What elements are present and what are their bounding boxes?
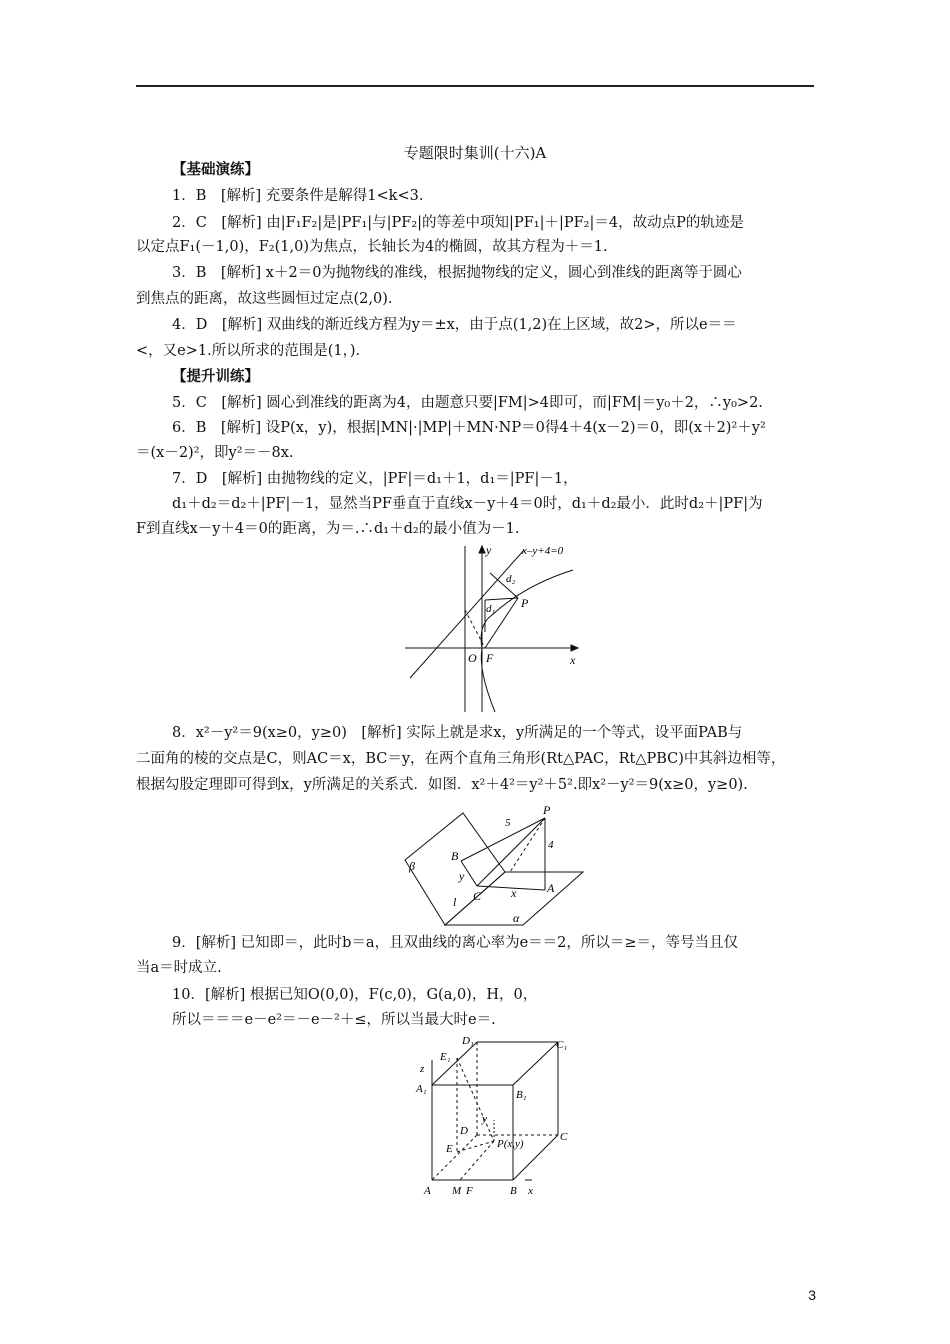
fig1-d1-label: d₁ [486,603,496,615]
fig1-P-label: P [521,596,529,610]
fig3-F-label: F [466,1185,473,1197]
answer-line: 所以＝＝＝e－e²＝－e－²＋≤，所以当最大时e＝. [172,1012,496,1028]
answer-line: 以定点F₁(－1,0)，F₂(1,0)为焦点，长轴长为4的椭圆，故其方程为＋＝1. [136,239,608,255]
answer-line: 到焦点的距离，故这些圆恒过定点(2,0). [136,291,393,307]
header-rule [136,85,814,87]
page-number: 3 [808,1287,816,1303]
answer-line: d₁＋d₂＝d₂＋|PF|－1，显然当PF垂直于直线x－y＋4＝0时，d₁＋d₂最小．此时d₂＋|PF|为 [172,496,763,512]
answer-line: 8．x²－y²＝9(x≥0，y≥0) [解析] 实际上就是求x，y所满足的一个等式，设平面PAB与 [172,725,743,741]
fig3-C-label: C [560,1131,568,1143]
fig3-z-label: z [420,1063,425,1075]
fig3-A-label: A [424,1185,431,1197]
fig3-x-label: x [528,1185,533,1197]
fig2-C-label: C [473,889,482,903]
page-title: 专题限时集训(十六)A [403,144,547,162]
fig1-x-label: x [570,653,576,667]
answer-line: F到直线x－y＋4＝0的距离，为＝.∴d₁＋d₂的最小值为－1. [136,521,520,537]
fig3-B-label: B [510,1185,517,1197]
answer-line: 6．B [解析] 设P(x，y)，根据|MN|·|MP|＋MN·NP＝0得4＋4(x－2)＝0，即(x＋2)²＋y² [172,420,766,436]
answer-line: 1．B [解析] 充要条件是解得1<k<3. [172,188,424,204]
fig2-y-label: y [459,869,465,883]
answer-line: 当a＝时成立. [136,960,222,976]
answer-line: 二面角的棱的交点是C，则AC＝x，BC＝y，在两个直角三角形(Rt△PAC，Rt△PBC)中其斜边相等， [136,751,786,767]
fig3-A1-label: A₁ [416,1083,427,1095]
answer-line: 9．[解析] 已知即＝，此时b＝a，且双曲线的离心率为e＝＝2，所以＝≥＝，等号当且仅 [172,935,739,951]
fig3-y-label: y [482,1113,487,1125]
fig3-D-label: D [460,1125,468,1137]
fig2-beta-label: β [409,859,415,873]
figure-cube [410,1030,580,1200]
answer-line: ＝(x－2)²，即y²＝－8x. [136,445,294,461]
answer-line: 7．D [解析] 由抛物线的定义，|PF|＝d₁＋1，d₁＝|PF|－1， [172,471,578,487]
fig3-C1-label: C₁ [556,1039,568,1051]
fig2-A-label: A [547,881,555,895]
fig2-5-label: 5 [505,817,511,829]
section-heading-advanced: 【提升训练】 [172,368,259,385]
fig3-B1-label: B₁ [516,1089,527,1101]
figure-dihedral [395,800,595,930]
fig3-M-label: M [452,1185,462,1197]
answer-line: 3．B [解析] x＋2＝0为抛物线的准线，根据抛物线的定义，圆心到准线的距离等于圆心 [172,265,742,281]
fig2-B-label: B [451,849,459,863]
answer-line: 2．C [解析] 由|F₁F₂|是|PF₁|与|PF₂|的等差中项知|PF₁|＋|PF₂|＝4，故动点P的轨迹是 [172,215,744,231]
fig3-D1-label: D₁ [462,1035,474,1047]
fig1-line-label: x–y+4=0 [522,545,564,557]
fig3-E1-label: E₁ [440,1051,451,1063]
fig3-E-label: E [446,1143,453,1155]
answer-line: 5．C [解析] 圆心到准线的距离为4，由题意只要|FM|>4即可，而|FM|＝y₀＋2，∴y₀>2. [172,395,763,411]
fig1-y-label: y [486,543,492,557]
answer-line: <，又e>1.所以所求的范围是(1，). [136,343,361,359]
fig1-d2-label: d₂ [506,573,516,585]
answer-line: 根据勾股定理即可得到x，y所满足的关系式．如图．x²＋4²＝y²＋5².即x²－y²＝9(x≥0，y≥0). [136,777,748,793]
answer-line: 10．[解析] 根据已知O(0,0)，F(c,0)，G(a,0)，H，0， [172,987,538,1003]
figure-parabola [400,540,590,715]
fig2-P-label: P [543,803,551,817]
fig1-O-label: O [468,651,477,665]
answer-line: 4．D [解析] 双曲线的渐近线方程为y＝±x，由于点(1,2)在上区域，故2>，所以e＝＝ [172,317,737,333]
fig2-x-label: x [511,886,517,900]
fig1-F-label: F [486,651,494,665]
section-heading-basic: 【基础演练】 [172,161,259,178]
fig3-Pxy-label: P(x,y) [497,1138,524,1150]
fig2-alpha-label: α [513,911,520,925]
fig2-4-label: 4 [548,839,554,851]
fig2-l-label: l [453,895,457,909]
